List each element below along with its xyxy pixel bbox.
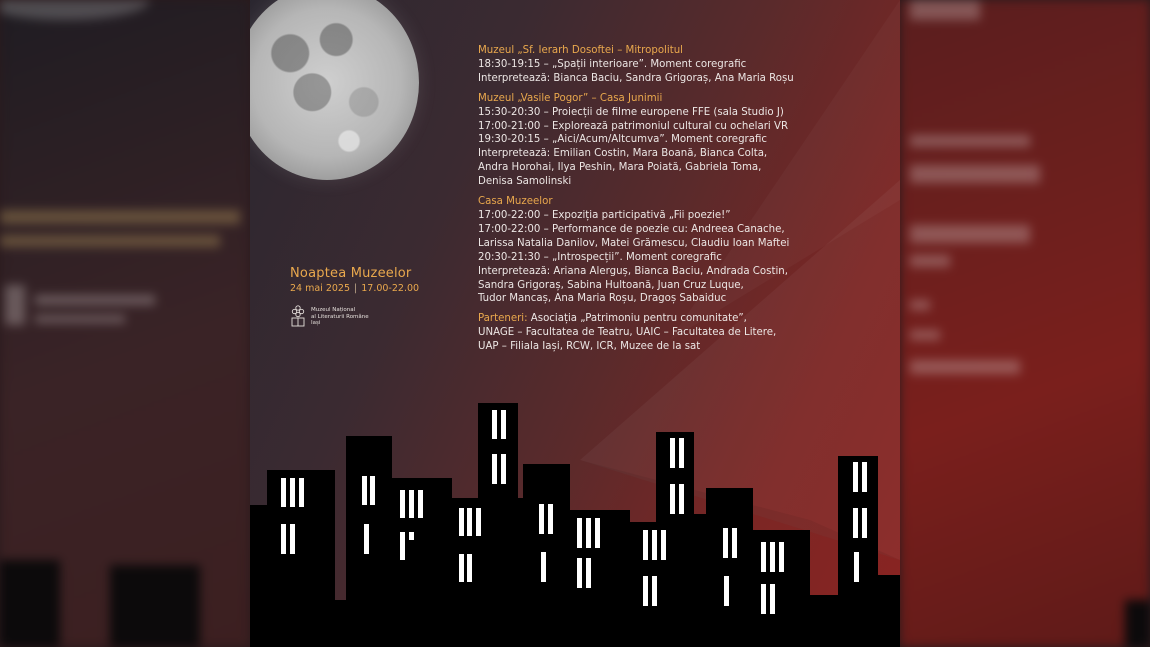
- event-date: 24 mai 2025: [290, 283, 351, 294]
- schedule-line: 18:30-19:15 – „Spații interioare”. Moment coregrafic: [478, 58, 747, 70]
- city-skyline: [250, 0, 900, 647]
- schedule-line: Interpretează: Emilian Costin, Mara Boană, Bianca Colta,: [478, 148, 768, 160]
- schedule-line: Denisa Samolinski: [478, 176, 572, 188]
- schedule-line: 20:30-21:30 – „Introspecții”. Moment coregrafic: [478, 251, 722, 263]
- logo-line: Iași: [311, 320, 321, 326]
- schedule-line: Interpretează: Bianca Baciu, Sandra Grigoraș, Ana Maria Roșu: [478, 72, 794, 84]
- section-title: Muzeul „Vasile Pogor” – Casa Junimii: [478, 92, 663, 104]
- schedule-line: Interpretează: Ariana Alerguș, Bianca Baciu, Andrada Costin,: [478, 265, 788, 277]
- schedule-line: Andra Horohai, Ilya Peshin, Mara Poiată, Gabriela Toma,: [478, 162, 762, 174]
- partners-line: Asociația „Patrimoniu pentru comunitate”,: [527, 313, 747, 325]
- schedule-line: Tudor Mancaș, Ana Maria Roșu, Dragoș Sabaiduc: [478, 293, 727, 305]
- schedule-line: Larissa Natalia Danilov, Matei Grămescu, Claudiu Ioan Maftei: [478, 237, 790, 249]
- partners-line: UNAGE – Facultatea de Teatru, UAIC – Facultatea de Litere,: [478, 327, 777, 339]
- logo-line: Muzeul Național: [311, 307, 356, 313]
- blurred-background-right: [900, 0, 1150, 647]
- schedule-line: 19:30-20:15 – „Aici/Acum/Altcumva”. Moment coregrafic: [478, 134, 767, 146]
- event-poster: [250, 0, 900, 647]
- date-separator: |: [354, 283, 358, 294]
- section-title: Muzeul „Sf. Ierarh Dosoftei – Mitropolitul: [478, 45, 684, 56]
- event-title: Noaptea Muzeelor: [290, 266, 412, 281]
- partners-label: Parteneri:: [478, 313, 528, 325]
- section-title: Casa Muzeelor: [478, 196, 553, 208]
- blurred-background-left: [0, 0, 250, 647]
- schedule-line: 15:30-20:30 – Proiecții de filme europene FFE (sala Studio J): [478, 106, 784, 118]
- schedule-line: 17:00-21:00 – Explorează patrimoniul cultural cu ochelari VR: [478, 120, 789, 132]
- event-time: 17.00-22.00: [361, 283, 420, 294]
- schedule-line: Sandra Grigoraș, Sabina Hultoană, Juan Cruz Luque,: [478, 279, 744, 291]
- schedule-line: 17:00-22:00 – Expoziția participativă „Fii poezie!”: [478, 209, 731, 221]
- schedule-line: 17:00-22:00 – Performance de poezie cu: Andreea Canache,: [478, 223, 785, 235]
- logo-line: al Literaturii Române: [311, 313, 369, 320]
- partners-line: UAP – Filiala Iași, RCW, ICR, Muzee de la sat: [478, 341, 701, 353]
